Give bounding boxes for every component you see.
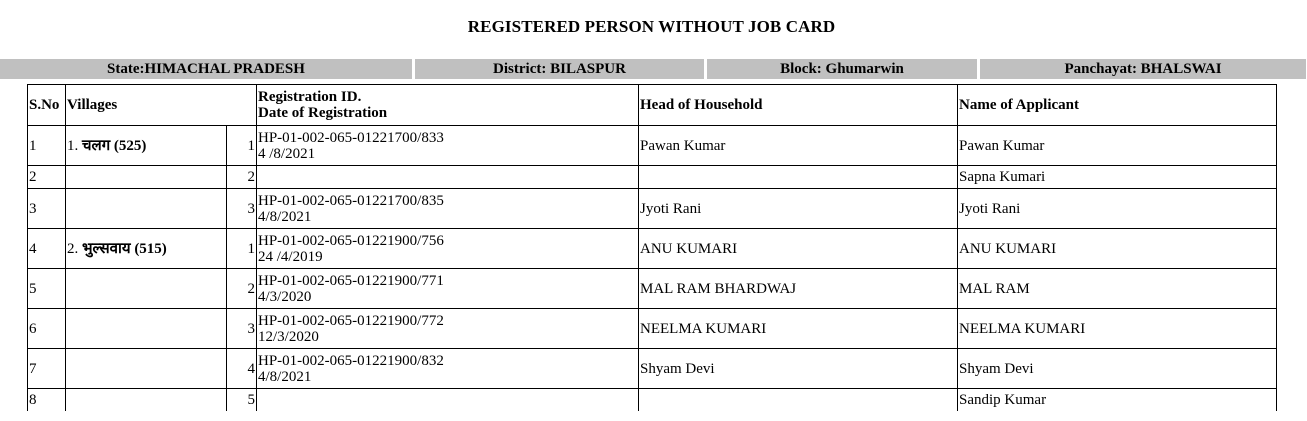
header-sno: S.No bbox=[28, 85, 66, 126]
row-index: 2 bbox=[227, 269, 257, 309]
registration-id: HP-01-002-065-01221900/756 bbox=[258, 232, 444, 249]
village-cell bbox=[66, 349, 227, 389]
row-sno: 4 bbox=[28, 229, 66, 269]
table-header-row bbox=[28, 85, 1277, 126]
village-cell bbox=[66, 189, 227, 229]
registration-date: 4/8/2021 bbox=[258, 368, 312, 385]
registration-cell bbox=[257, 349, 639, 389]
registration-id: HP-01-002-065-01221900/771 bbox=[258, 272, 444, 289]
head-of-household: Shyam Devi bbox=[639, 349, 958, 389]
row-index: 1 bbox=[227, 126, 257, 166]
location-bar bbox=[0, 59, 1307, 79]
head-of-household: Jyoti Rani bbox=[639, 189, 958, 229]
page-title: REGISTERED PERSON WITHOUT JOB CARD bbox=[467, 17, 836, 36]
row-index: 2 bbox=[227, 166, 257, 189]
applicant-name: Pawan Kumar bbox=[958, 126, 1277, 166]
village-prefix: 2. bbox=[67, 241, 82, 257]
table-row bbox=[28, 349, 1277, 389]
village-prefix: 1. bbox=[67, 138, 82, 154]
registration-table bbox=[27, 84, 1277, 411]
registration-date: 4/8/2021 bbox=[258, 208, 312, 225]
row-sno: 2 bbox=[28, 166, 66, 189]
row-sno: 6 bbox=[28, 309, 66, 349]
table-row bbox=[28, 166, 1277, 189]
row-index: 3 bbox=[227, 189, 257, 229]
village-name: चलग bbox=[82, 136, 111, 154]
registration-cell bbox=[257, 166, 639, 189]
applicant-name: Sandip Kumar bbox=[958, 389, 1277, 412]
village-cell bbox=[66, 389, 227, 412]
district-label: District: BILASPUR bbox=[415, 59, 704, 79]
registration-date: 4 /8/2021 bbox=[258, 145, 316, 162]
registration-cell bbox=[257, 229, 639, 269]
panchayat-label: Panchayat: BHALSWAI bbox=[980, 59, 1306, 79]
registration-id: HP-01-002-065-01221700/835 bbox=[258, 192, 444, 209]
village-count: (525) bbox=[113, 138, 147, 154]
head-of-household bbox=[639, 389, 958, 412]
table-row bbox=[28, 269, 1277, 309]
village-cell bbox=[66, 269, 227, 309]
header-name-of-applicant: Name of Applicant bbox=[958, 85, 1277, 126]
registration-cell bbox=[257, 309, 639, 349]
registration-cell bbox=[257, 126, 639, 166]
row-index: 1 bbox=[227, 229, 257, 269]
registration-id: HP-01-002-065-01221900/772 bbox=[258, 312, 444, 329]
row-index: 5 bbox=[227, 389, 257, 412]
head-of-household: ANU KUMARI bbox=[639, 229, 958, 269]
table-row bbox=[28, 229, 1277, 269]
applicant-name: NEELMA KUMARI bbox=[958, 309, 1277, 349]
applicant-name: Jyoti Rani bbox=[958, 189, 1277, 229]
registration-date: 4/3/2020 bbox=[258, 288, 312, 305]
row-index: 4 bbox=[227, 349, 257, 389]
table-row bbox=[28, 389, 1277, 412]
head-of-household: NEELMA KUMARI bbox=[639, 309, 958, 349]
registration-id: HP-01-002-065-01221900/832 bbox=[258, 352, 444, 369]
row-index: 3 bbox=[227, 309, 257, 349]
registration-cell bbox=[257, 269, 639, 309]
row-sno: 3 bbox=[28, 189, 66, 229]
village-cell bbox=[66, 126, 227, 166]
village-name: भुल्सवाय bbox=[82, 239, 131, 257]
row-sno: 7 bbox=[28, 349, 66, 389]
table-row bbox=[28, 126, 1277, 166]
village-count: (515) bbox=[134, 241, 167, 257]
village-cell bbox=[66, 309, 227, 349]
header-registration bbox=[257, 85, 639, 126]
table-row bbox=[28, 309, 1277, 349]
applicant-name: ANU KUMARI bbox=[958, 229, 1277, 269]
row-sno: 5 bbox=[28, 269, 66, 309]
village-cell bbox=[66, 229, 227, 269]
header-registration-id: Registration ID. bbox=[258, 89, 362, 105]
registration-date: 12/3/2020 bbox=[258, 328, 319, 345]
table-row bbox=[28, 189, 1277, 229]
head-of-household: MAL RAM BHARDWAJ bbox=[639, 269, 958, 309]
header-villages: Villages bbox=[66, 85, 257, 126]
registration-cell bbox=[257, 389, 639, 412]
row-sno: 8 bbox=[28, 389, 66, 412]
block-label: Block: Ghumarwin bbox=[707, 59, 977, 79]
state-label: State:HIMACHAL PRADESH bbox=[0, 59, 412, 79]
registration-id: HP-01-002-065-01221700/833 bbox=[258, 129, 444, 146]
applicant-name: Shyam Devi bbox=[958, 349, 1277, 389]
village-cell bbox=[66, 166, 227, 189]
header-head-of-household: Head of Household bbox=[639, 85, 958, 126]
row-sno: 1 bbox=[28, 126, 66, 166]
applicant-name: MAL RAM bbox=[958, 269, 1277, 309]
registration-date: 24 /4/2019 bbox=[258, 248, 323, 265]
header-registration-date: Date of Registration bbox=[258, 105, 388, 121]
head-of-household bbox=[639, 166, 958, 189]
head-of-household: Pawan Kumar bbox=[639, 126, 958, 166]
applicant-name: Sapna Kumari bbox=[958, 166, 1277, 189]
registration-cell bbox=[257, 189, 639, 229]
